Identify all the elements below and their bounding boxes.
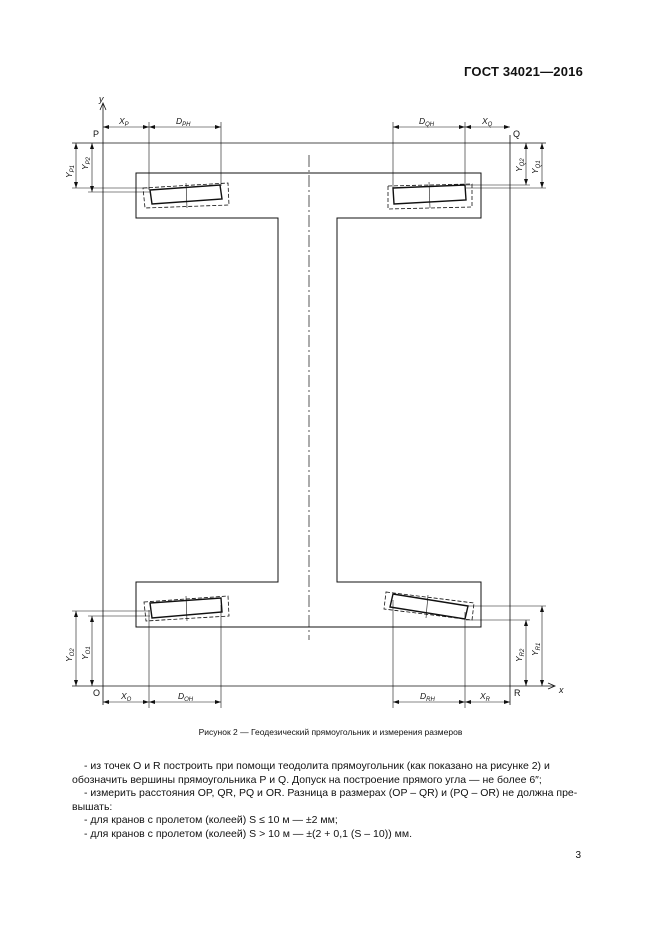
- dim-xq: $X_Q$: [482, 116, 493, 128]
- dim-dqh: $D_{QH}$: [419, 116, 435, 128]
- body-text: [72, 760, 592, 842]
- dim-dph: $D_{PH}$: [176, 116, 191, 128]
- point-o-label: O: [93, 688, 101, 698]
- dim-yq1: $Y_{Q1}$: [530, 160, 542, 174]
- paragraph-line: вышать:: [72, 800, 113, 813]
- paragraph-line: - для кранов с пролетом (колеей) S > 10 м — ±(2 + 0,1 (S – 10)) мм.: [84, 827, 412, 840]
- dim-xp: $X_P$: [119, 116, 129, 128]
- track-outline: [136, 173, 481, 627]
- point-p-label: P: [93, 129, 100, 139]
- x-axis-label: x: [559, 685, 564, 695]
- wheel-r-dashed: [384, 592, 474, 620]
- y-axis-label: y: [99, 94, 104, 104]
- paragraph-line: обозначить вершины прямоугольника Р и Q. Допуск на построение прямого угла — не более 6″;: [72, 773, 542, 786]
- dim-yo1: $Y_{O1}$: [80, 646, 92, 660]
- paragraph-line: - из точек О и R построить при помощи теодолита прямоугольник (как показано на рисунке 2) и: [84, 760, 550, 772]
- point-q-label: Q: [513, 129, 521, 139]
- paragraph-line: - измерить расстояния OP, QR, PQ и OR. Разница в размерах (OP – QR) и (PQ – OR) не должна пре-: [84, 787, 578, 800]
- point-r-label: R: [514, 688, 521, 698]
- dim-yp2: $Y_{P2}$: [80, 156, 92, 170]
- dim-yr2: $Y_{R2}$: [514, 648, 526, 662]
- dim-xr: $X_R$: [480, 691, 491, 703]
- dim-yr1: $Y_{R1}$: [530, 642, 542, 656]
- figure-caption: Рисунок 2 — Геодезический прямоугольник и измерения размеров: [198, 727, 463, 737]
- dim-yo2: $Y_{O2}$: [64, 648, 76, 662]
- dim-doh: $D_{OH}$: [178, 691, 194, 703]
- dim-yq2: $Y_{Q2}$: [514, 158, 526, 172]
- dim-xo: $X_O$: [121, 691, 132, 703]
- dim-yp1: $Y_{P1}$: [64, 164, 76, 178]
- page-number: 3: [575, 850, 581, 861]
- dim-drh: $D_{RH}$: [420, 691, 435, 703]
- paragraph-line: - для кранов с пролетом (колеей) S ≤ 10 м — ±2 мм;: [84, 814, 338, 827]
- standard-header: ГОСТ 34021—2016: [464, 64, 583, 79]
